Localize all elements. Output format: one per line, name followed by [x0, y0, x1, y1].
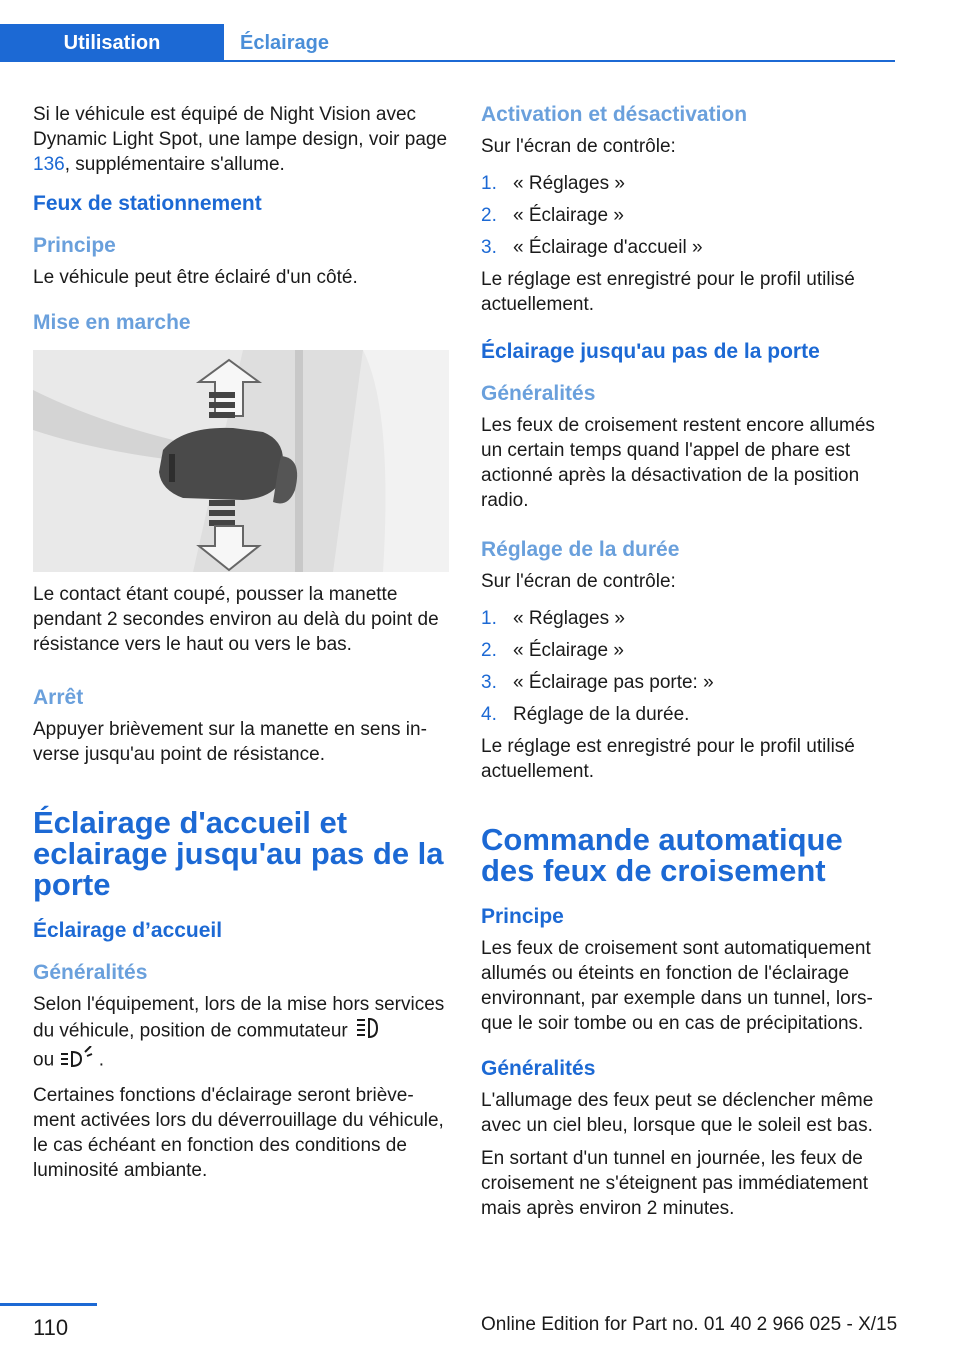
- list-item: 3. « Éclairage d'accueil »: [481, 237, 703, 258]
- principe-text: Le véhicule peut être éclairé d'un côté.: [33, 267, 358, 288]
- intro-paragraph: Si le véhicule est équipé de Night Vision avec Dynamic Light Spot, une lampe design, voir page 136, supplémentaire s'allume.: [33, 104, 448, 175]
- commande-principe-text: Les feux de croisement sont automatiquement allumés ou éteints en fonction de l'éclairage environnant, par exemple dans un tunnel, lorsque le soir tombe ou en cas de précipitations.: [481, 938, 873, 1034]
- heading-activation-desactivation: Activation et désactivation: [481, 103, 748, 126]
- section-tab-eclairage[interactable]: Éclairage: [240, 32, 329, 54]
- page-link-136[interactable]: 136: [33, 154, 65, 175]
- heading-arret: Arrêt: [33, 686, 84, 709]
- activation-steps: [481, 171, 897, 260]
- headlight-switch-icon: [353, 1017, 379, 1046]
- page-header: [0, 0, 960, 62]
- footer-divider: [0, 1303, 97, 1306]
- generalites-text-2: Certaines fonctions d'éclairage seront brièvement activées lors du déverrouillage du véhicule, le cas échéant en fonction des conditions de luminosité ambiante.: [33, 1085, 444, 1181]
- list-item: 2. « Éclairage »: [481, 640, 624, 661]
- pas-porte-generalites-text: Les feux de croisement restent encore allumés un certain temps quand l'appel de phare est actionné après la désactivation de la position radio.: [481, 415, 875, 511]
- right-column: [481, 102, 897, 1229]
- arret-text: Appuyer brièvement sur la manette en sens inverse jusqu'au point de résistance.: [33, 719, 427, 765]
- heading-principe-2: Principe: [481, 905, 564, 928]
- heading-principe: Principe: [33, 234, 116, 257]
- section-tab-utilisation[interactable]: Utilisation: [0, 24, 224, 62]
- heading-generalites-3: Généralités: [481, 1057, 596, 1080]
- ecran-controle-text: Sur l'écran de contrôle:: [481, 136, 676, 157]
- list-item: 2. « Éclairage »: [481, 205, 624, 226]
- heading-eclairage-pas-porte: Éclairage jusqu'au pas de la porte: [481, 340, 820, 363]
- commande-generalites-text-2: En sortant d'un tunnel en journée, les feux de croisement ne s'éteignent pas immédiatement mais après environ 2 minutes.: [481, 1148, 868, 1219]
- page-number: 110: [33, 1315, 69, 1340]
- commande-generalites-text: L'allumage des feux peut se déclencher même avec un ciel bleu, lorsque que le soleil est bas.: [481, 1090, 874, 1136]
- list-item: 1. « Réglages »: [481, 173, 625, 194]
- heading-commande-automatique: Commande automatique des feux de croisement: [481, 822, 843, 888]
- list-item: 1. « Réglages »: [481, 608, 625, 629]
- generalites-text: Selon l'équipement, lors de la mise hors services du véhicule, position de commutateur ou .: [33, 992, 449, 1075]
- list-item: 3. « Éclairage pas porte: »: [481, 672, 714, 693]
- reglage-enregistre-text: Le réglage est enregistré pour le profil utilisé actuellement.: [481, 269, 855, 315]
- lever-illustration: [33, 350, 449, 572]
- heading-generalites-2: Généralités: [481, 382, 596, 405]
- left-column: [33, 102, 449, 1191]
- parking-light-switch-icon: [59, 1046, 93, 1075]
- lever-arrow-diagram: [33, 350, 449, 572]
- heading-mise-en-marche: Mise en marche: [33, 311, 191, 334]
- heading-feux-stationnement: Feux de stationnement: [33, 192, 262, 215]
- heading-generalites: Généralités: [33, 961, 148, 984]
- header-divider: [0, 60, 895, 62]
- list-item: 4. Réglage de la durée.: [481, 704, 690, 725]
- heading-eclairage-accueil-pas-porte: Éclairage d'accueil et eclairage jusqu'au pas de la porte: [33, 805, 444, 902]
- duree-steps: [481, 606, 897, 727]
- edition-footer: Online Edition for Part no. 01 40 2 966 025 - X/15: [481, 1314, 898, 1335]
- heading-reglage-duree: Réglage de la durée: [481, 538, 680, 561]
- ecran-controle-text-2: Sur l'écran de contrôle:: [481, 571, 676, 592]
- heading-eclairage-accueil: Éclairage d’accueil: [33, 919, 223, 942]
- reglage-enregistre-text-2: Le réglage est enregistré pour le profil utilisé actuellement.: [481, 736, 855, 782]
- mise-en-marche-text: Le contact étant coupé, pousser la manette pendant 2 secondes environ au delà du point de résistance vers le haut ou vers le bas.: [33, 584, 439, 655]
